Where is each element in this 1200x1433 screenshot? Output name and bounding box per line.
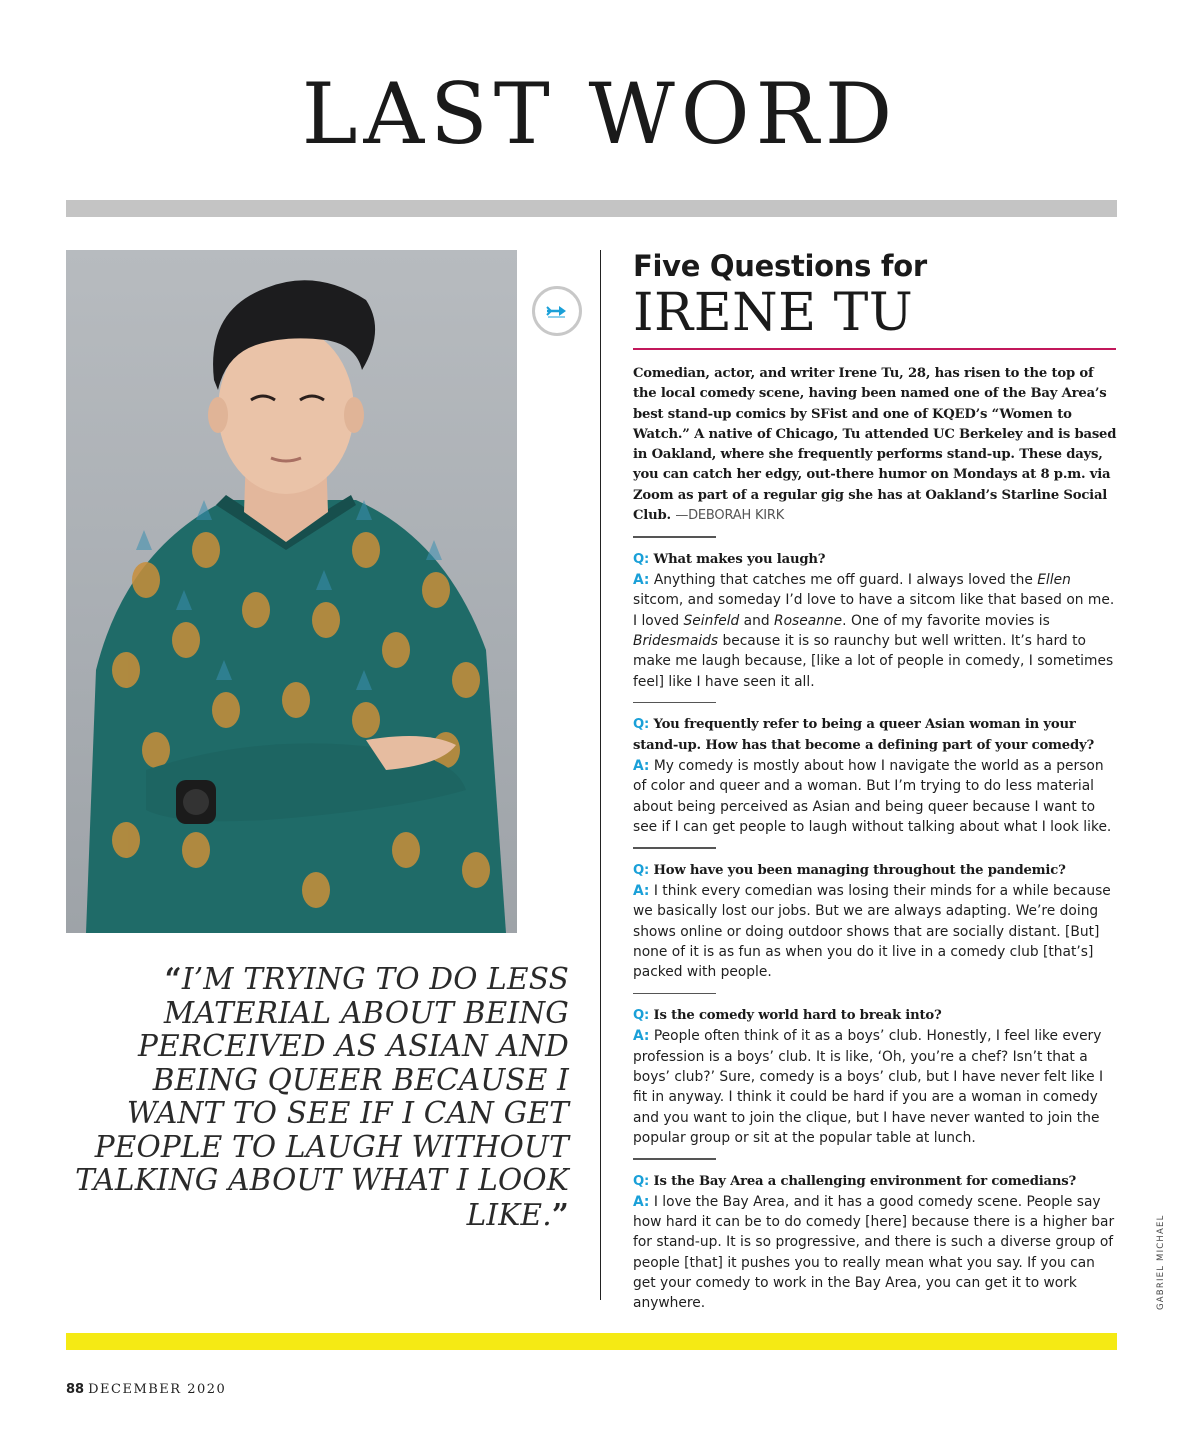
a-label: A: bbox=[633, 883, 650, 900]
answer-text: I think every comedian was losing their minds for a while because we basically lost our jobs. But we are always adapting. We’re doing shows online or doing outdoor shows that are socially distant. [But] none of it is as fun as when you do it live in a comedy club [that’s] packed with people. bbox=[633, 883, 1111, 981]
question bbox=[633, 861, 1118, 881]
answer-text: Anything that catches me off guard. I always loved the bbox=[653, 572, 1038, 589]
question bbox=[633, 1172, 1118, 1192]
section-rule bbox=[633, 993, 716, 995]
q-label: Q: bbox=[633, 1173, 650, 1189]
portrait-photo bbox=[66, 250, 517, 933]
article-column bbox=[633, 250, 1118, 1314]
q-label: Q: bbox=[633, 862, 650, 878]
question-text: How have you been managing throughout the pandemic? bbox=[653, 862, 1066, 878]
article-kicker: Five Questions for bbox=[633, 249, 927, 283]
answer-text: and bbox=[739, 612, 775, 629]
article-intro bbox=[633, 364, 1118, 526]
answer bbox=[633, 1192, 1118, 1314]
qa-item-4 bbox=[633, 1006, 1118, 1148]
answer bbox=[633, 1026, 1118, 1148]
pull-quote-text: I’M TRYING TO DO LESS MATERIAL ABOUT BEING PERCEIVED AS ASIAN AND BEING QUEER BECAUSE I WANT TO SEE IF I CAN GET PEOPLE TO LAUGH WITHOUT TALKING ABOUT WHAT I LOOK LIKE. bbox=[75, 962, 569, 1232]
a-label: A: bbox=[633, 572, 650, 589]
answer-title-roseanne: Roseanne bbox=[774, 612, 843, 629]
section-rule bbox=[633, 702, 716, 704]
page-folio bbox=[66, 1382, 226, 1397]
headline-rule bbox=[633, 348, 1116, 350]
answer-text: because it is so raunchy but well written. It’s hard to make me laugh because, [like a lot of people in comedy, I sometimes feel] like I have seen it all. bbox=[633, 633, 1114, 690]
qa-item-2 bbox=[633, 715, 1118, 837]
masthead-title: LAST WORD bbox=[301, 65, 899, 163]
question-text: You frequently refer to being a queer Asian woman in your stand-up. How has that become a defining part of your comedy? bbox=[633, 717, 1095, 753]
section-rule bbox=[633, 1158, 716, 1160]
intro-text: Comedian, actor, and writer Irene Tu, 28, has risen to the top of the local comedy scene, having been named one of the Bay Area’s best stand-up comics by SFist and one of KQED’s “Women to Watch.” A native of Chicago, Tu attended UC Berkeley and is based in Oakland, where she frequently performs stand-up. These days, you can catch her edgy, out-there humor on Mondays at 8 p.m. via Zoom as part of a regular gig she has at Oakland’s Starline Social Club. bbox=[633, 366, 1117, 524]
column-divider bbox=[600, 250, 601, 1300]
qa-item-5 bbox=[633, 1172, 1118, 1314]
answer bbox=[633, 756, 1118, 837]
portrait-illustration bbox=[66, 250, 517, 933]
issue-date: DECEMBER 2020 bbox=[88, 1382, 227, 1397]
q-label: Q: bbox=[633, 717, 650, 733]
question-text: Is the comedy world hard to break into? bbox=[653, 1008, 942, 1024]
article-headline: IRENE TU bbox=[633, 283, 914, 343]
question bbox=[633, 550, 1118, 570]
a-label: A: bbox=[633, 1028, 650, 1045]
answer-text: . One of my favorite movies is bbox=[842, 612, 1050, 629]
bottom-divider bbox=[66, 1333, 1117, 1350]
qa-item-3 bbox=[633, 861, 1118, 983]
question-text: What makes you laugh? bbox=[653, 551, 826, 567]
section-rule bbox=[633, 536, 716, 538]
author-credit: —DEBORAH KIRK bbox=[675, 508, 785, 524]
top-divider bbox=[66, 200, 1117, 217]
answer-title-ellen: Ellen bbox=[1037, 572, 1071, 589]
answer-text: My comedy is mostly about how I navigate the world as a person of color and queer and a woman. But I’m trying to do less material about being perceived as Asian and being queer because I want to see if I can get people to laugh without talking about what I look like. bbox=[633, 758, 1112, 835]
answer-title-bridesmaids: Bridesmaids bbox=[633, 633, 719, 650]
pull-quote-open-mark: “ bbox=[164, 961, 182, 996]
answer-text: sitcom, and someday I’d love to have a sitcom like that based on me. I loved bbox=[633, 592, 1115, 629]
q-label: Q: bbox=[633, 1008, 650, 1024]
pull-quote bbox=[66, 962, 569, 1232]
question bbox=[633, 1006, 1118, 1026]
qa-item-1 bbox=[633, 550, 1118, 692]
pull-quote-close-mark: ” bbox=[551, 1196, 569, 1232]
answer-text: People often think of it as a boys’ club. Honestly, I feel like every profession is a boys’ club. It is like, ‘Oh, you’re a chef? Isn’t that a boys’ club?’ Sure, comedy is a boys’ club, but I have never felt like I fit in anyway. I think it could be hard if you are a woman in comedy and you want to join the clique, but I have never wanted to join the popular group or sit at the popular table at lunch. bbox=[633, 1028, 1104, 1146]
question-text: Is the Bay Area a challenging environment for comedians? bbox=[653, 1173, 1077, 1189]
answer bbox=[633, 570, 1118, 692]
q-label: Q: bbox=[633, 551, 650, 567]
section-rule bbox=[633, 847, 716, 849]
page-number: 88 bbox=[66, 1382, 85, 1397]
question bbox=[633, 715, 1118, 756]
answer bbox=[633, 881, 1118, 982]
arrow-icon bbox=[545, 304, 569, 318]
answer-title-seinfeld: Seinfeld bbox=[683, 612, 740, 629]
a-label: A: bbox=[633, 758, 650, 775]
a-label: A: bbox=[633, 1193, 650, 1210]
answer-text: I love the Bay Area, and it has a good comedy scene. People say how hard it can be to do comedy [here] because there is a higher bar for stand-up. It is so progressive, and there is such a diverse group of people [that] it pushes you to really mean what you say. If you can get your comedy to work in the Bay Area, you can get it to work anywhere. bbox=[633, 1193, 1115, 1312]
arrow-badge-icon bbox=[532, 286, 582, 336]
photo-credit: GABRIEL MICHAEL bbox=[1156, 1214, 1166, 1310]
